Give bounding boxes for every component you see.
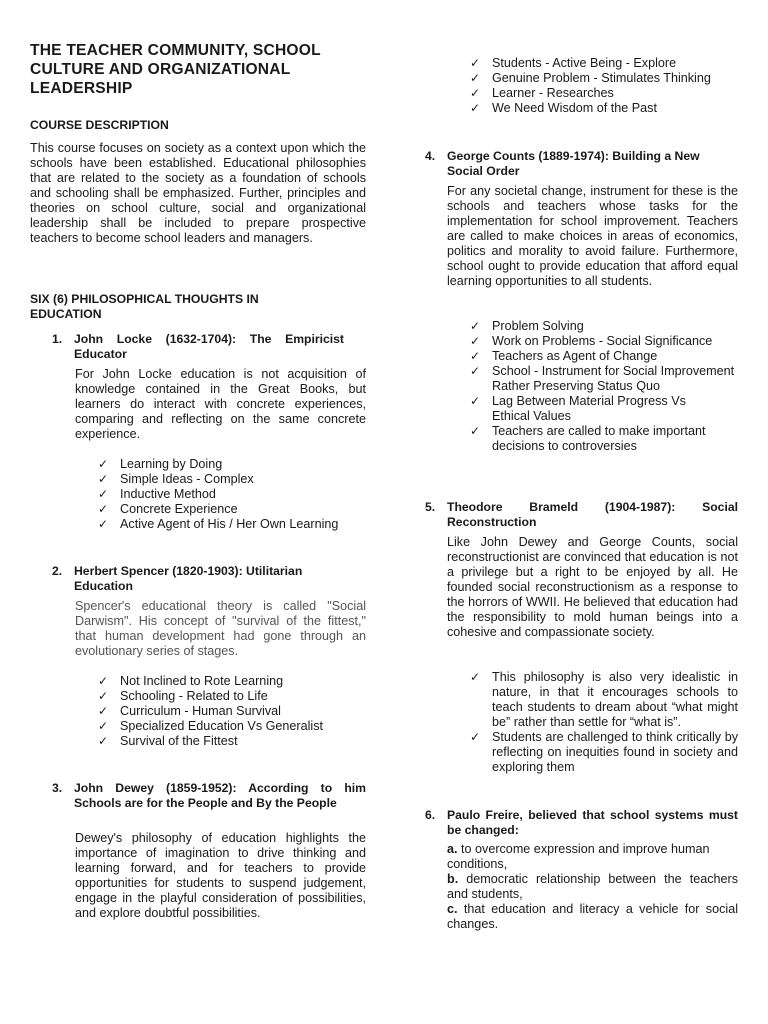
thought-number: 1. — [52, 332, 63, 346]
course-description-text: This course focuses on society as a context upon which the schools have been established. Educational philosophies that are related to the society as a foundation of schools and schooling shall be emphasized. Further, principles and theories on school culture, social and organizational leadership shall be included to prepare prospective teachers to become school leaders and managers. — [30, 141, 366, 245]
list-item: ✓ Learner - Researches — [470, 86, 614, 100]
document-title: THE TEACHER COMMUNITY, SCHOOL CULTURE AND ORGANIZATIONAL LEADERSHIP — [30, 42, 321, 97]
thought-1-heading — [52, 332, 366, 362]
thought-4-points — [470, 319, 738, 454]
list-item: c. that education and literacy a vehicle for social changes. — [447, 902, 738, 931]
thought-6-heading — [425, 808, 738, 838]
list-item: ✓ This philosophy is also very idealistic in nature, in that it encourages schools to teach students to dream about “what might be” rather than settle for “what is”. — [470, 670, 738, 729]
list-item: ✓ Teachers as Agent of Change — [470, 349, 658, 363]
thought-title: George Counts (1889-1974): Building a New Social Order — [447, 149, 700, 178]
check-icon: ✓ — [470, 101, 481, 115]
section-heading: SIX (6) PHILOSOPHICAL THOUGHTS IN EDUCATION — [30, 292, 259, 321]
check-icon: ✓ — [98, 472, 109, 486]
thought-title: Theodore Brameld (1904-1987): Social Reconstruction — [447, 500, 738, 529]
check-icon: ✓ — [470, 670, 481, 684]
check-icon: ✓ — [470, 394, 481, 408]
check-icon: ✓ — [470, 334, 481, 348]
list-item: ✓ Survival of the Fittest — [98, 734, 238, 748]
list-item: ✓ Students are challenged to think critically by reflecting on inequities found in society and exploring them — [470, 730, 738, 774]
thought-5-text: Like John Dewey and George Counts, social reconstructionist are convinced that education is not a privilege but a right to be enjoyed by all. He founded social reconstructionism as a response to the horrors of WWII. He believed that education had the responsibility to mold human beings into a cohesive and compassionate society. — [447, 535, 738, 639]
thought-2-points — [98, 674, 366, 749]
thought-title: John Dewey (1859-1952): According to him Schools are for the People and By the People — [74, 781, 366, 810]
check-icon: ✓ — [98, 689, 109, 703]
check-icon: ✓ — [470, 730, 481, 744]
thought-number: 2. — [52, 564, 63, 578]
thought-5-points — [470, 670, 738, 775]
thought-title: Paulo Freire, believed that school systems must be changed: — [447, 808, 738, 837]
list-item: a. to overcome expression and improve human conditions, — [447, 842, 710, 871]
list-item: ✓ Work on Problems - Social Significance — [470, 334, 713, 348]
thought-3-points — [470, 56, 738, 116]
list-item: ✓ Problem Solving — [470, 319, 584, 333]
list-item: ✓ Learning by Doing — [98, 457, 223, 471]
list-item: ✓ School - Instrument for Social Improvement Rather Preserving Status Quo — [470, 364, 735, 393]
thought-1-points — [98, 457, 366, 532]
list-item: ✓ Schooling - Related to Life — [98, 689, 268, 703]
check-icon: ✓ — [98, 517, 109, 531]
check-icon: ✓ — [98, 704, 109, 718]
list-item: ✓ Students - Active Being - Explore — [470, 56, 677, 70]
list-item: b. democratic relationship between the teachers and students, — [447, 872, 738, 901]
check-icon: ✓ — [470, 56, 481, 70]
list-item: ✓ Curriculum - Human Survival — [98, 704, 281, 718]
thought-2-text: Spencer's educational theory is called "Social Darwism". His concept of "survival of the fittest," that human development had gone through an evolutionary series of stages. — [75, 599, 366, 658]
thought-number: 4. — [425, 149, 436, 163]
course-description-heading: COURSE DESCRIPTION — [30, 118, 169, 132]
check-icon: ✓ — [470, 86, 481, 100]
check-icon: ✓ — [470, 424, 481, 438]
thought-title: John Locke (1632-1704): The Empiricist Educator — [74, 332, 344, 361]
check-icon: ✓ — [98, 719, 109, 733]
check-icon: ✓ — [470, 319, 481, 333]
list-item: ✓ Teachers are called to make important decisions to controversies — [470, 424, 706, 453]
thought-4-text: For any societal change, instrument for these is the schools and teachers whose tasks for the implementation for school improvement. Teachers are called to make choices in areas of economics, politics and morality to avoid failure. Furthermore, school ought to provide education that afford equal learning opportunities to all students. — [447, 184, 738, 288]
thought-6-items — [447, 842, 738, 932]
check-icon: ✓ — [98, 502, 109, 516]
thought-2-heading — [52, 564, 366, 594]
list-item: ✓ Active Agent of His / Her Own Learning — [98, 517, 339, 531]
thought-number: 3. — [52, 781, 63, 795]
check-icon: ✓ — [470, 71, 481, 85]
check-icon: ✓ — [470, 364, 481, 378]
thought-3-heading — [52, 781, 366, 811]
thought-1-text: For John Locke education is not acquisition of knowledge contained in the Great Books, but learners do interact with concrete experiences, comparing and reflecting on the same concrete experience. — [75, 367, 366, 441]
list-item: ✓ Lag Between Material Progress Vs Ethical Values — [470, 394, 686, 423]
thought-number: 6. — [425, 808, 436, 822]
list-item: ✓ Inductive Method — [98, 487, 216, 501]
check-icon: ✓ — [470, 349, 481, 363]
list-item: ✓ Concrete Experience — [98, 502, 238, 516]
list-item: ✓ Not Inclined to Rote Learning — [98, 674, 284, 688]
check-icon: ✓ — [98, 674, 109, 688]
thought-4-heading — [425, 149, 738, 179]
check-icon: ✓ — [98, 487, 109, 501]
thought-3-text: Dewey's philosophy of education highlights the importance of imagination to drive thinking and learning forward, and for teachers to provide opportunities for students to suspend judgement, engage in the playful consideration of possibilities, and explore doubtful possibilities. — [75, 831, 366, 920]
list-item: ✓ We Need Wisdom of the Past — [470, 101, 657, 115]
thought-number: 5. — [425, 500, 436, 514]
list-item: ✓ Genuine Problem - Stimulates Thinking — [470, 71, 711, 85]
thought-5-heading — [425, 500, 738, 530]
thought-title: Herbert Spencer (1820-1903): Utilitarian Education — [74, 564, 303, 593]
check-icon: ✓ — [98, 734, 109, 748]
list-item: ✓ Specialized Education Vs Generalist — [98, 719, 324, 733]
list-item: ✓ Simple Ideas - Complex — [98, 472, 254, 486]
check-icon: ✓ — [98, 457, 109, 471]
